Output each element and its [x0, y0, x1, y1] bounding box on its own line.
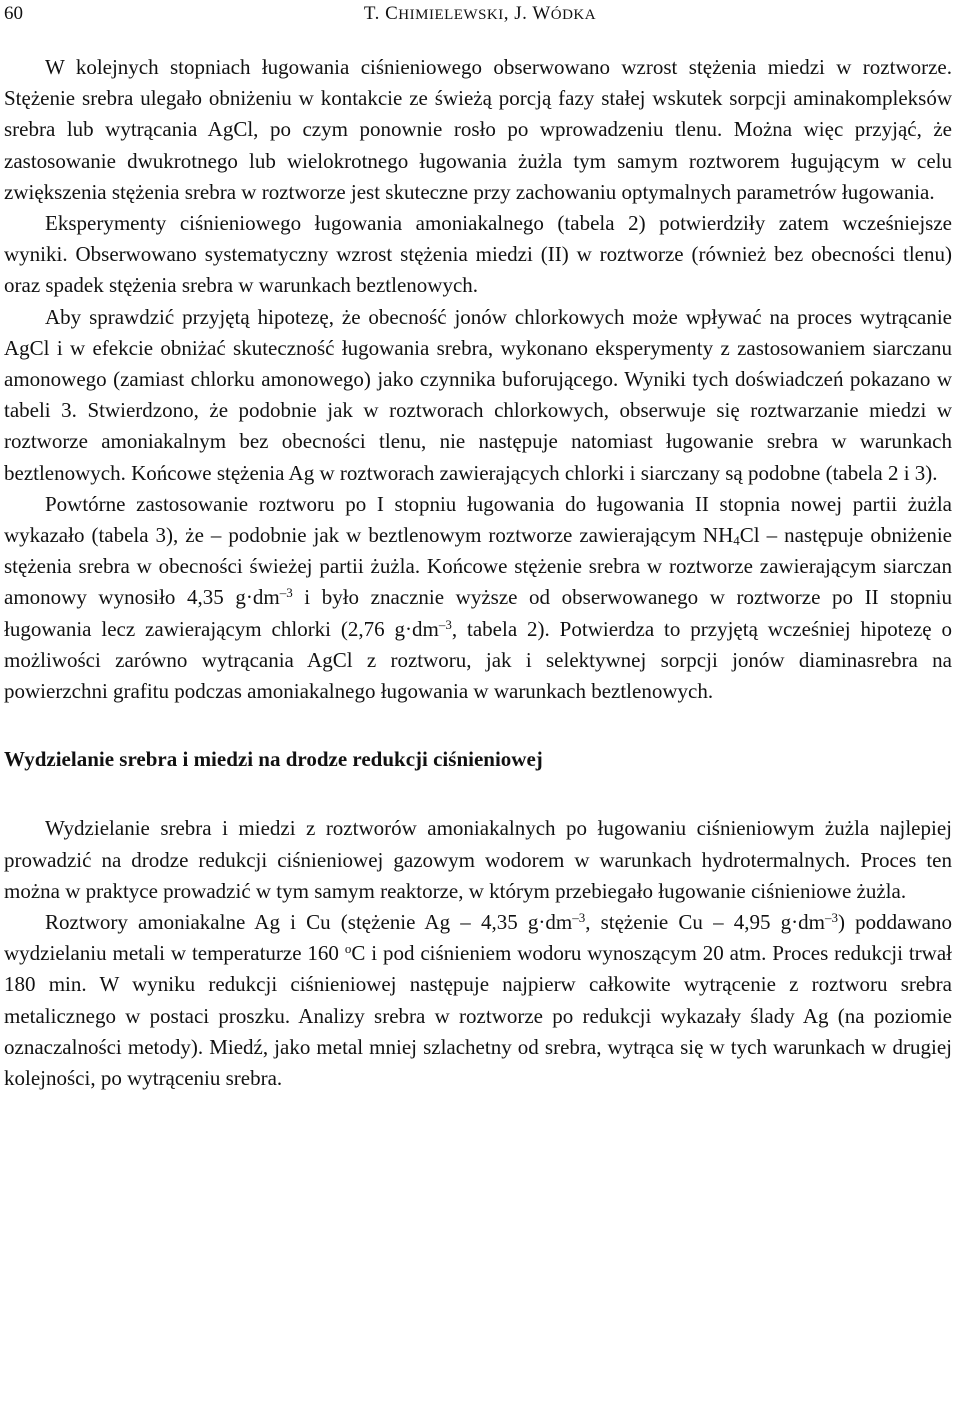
paragraph-6-part-1: Roztwory amoniakalne Ag i Cu (stężenie Ag – 4,35 g·dm [45, 910, 573, 935]
superscript-degree: o [344, 941, 352, 957]
author-1-surname: HIMIELEWSKI [398, 7, 504, 23]
author-separator: , J. W [503, 3, 551, 24]
running-head-authors [4, 2, 956, 27]
paragraph-4 [4, 489, 952, 707]
page-number: 60 [4, 3, 23, 24]
author-1-initial: T. C [363, 3, 399, 24]
paragraph-4-part-3: i było znacznie wyższe od obserwowanego w roztworze po II stopniu ługowania lecz zawierającym chlorki (2,76 g·dm [4, 585, 953, 641]
paragraph-5: Wydzielanie srebra i miedzi z roztworów amoniakalnych po ługowaniu ciśnieniowym żużla najlepiej prowadzić na drodze redukcji ciśnieniowej gazowym wodorem w warunkach hydrotermalnych. Proces ten można w praktyce prowadzić w tym samym reaktorze, w którym przebiegało ługowanie ciśnieniowe żużla. [4, 816, 952, 903]
paragraph-6-part-4: C i pod ciśnieniem wodoru wynoszącym 20 atm. Proces redukcji trwał 180 min. W wyniku redukcji ciśnieniowej następuje najpierw całkowite wytrącenie z roztworu srebra metalicznego w postaci proszku. Analizy srebra w roztworze po redukcji wykazały ślady Ag (na poziomie oznaczalności metody). Miedź, jako metal mniej szlachetny od srebra, wytrąca się w tych warunkach w drugiej kolejności, po wytrąceniu srebra. [4, 941, 952, 1091]
superscript-minus-3: –3 [572, 910, 586, 926]
superscript-minus-3: –3 [438, 616, 452, 632]
superscript-minus-3: –3 [825, 910, 838, 926]
author-2-surname: ÓDKA [550, 7, 597, 23]
superscript-minus-3: –3 [279, 585, 293, 601]
paragraph-4-part-2: Cl – następuje obniżenie stężenia srebra w obecności świeżej partii żużla. Końcowe stężenie srebra w roztworze zawierającym siarczan amonowy wynosiło 4,35 g·dm [4, 523, 952, 610]
paragraph-4-part-4: , tabela 2). Potwierdza to przyjętą wcześniej hipotezę o możliwości zarówno wytrącania AgCl z roztworu, jak i selektywnej sorpcji jonów diaminasrebra na powierzchni grafitu podczas amoniakalnego ługowania w warunkach beztlenowych. [4, 616, 952, 704]
paragraph-6-part-2: , stężenie Cu – 4,95 g·dm [585, 910, 825, 935]
section-heading: Wydzielanie srebra i miedzi na drodze redukcji ciśnieniowej [4, 747, 543, 772]
subscript-4: 4 [733, 533, 740, 549]
paragraph-3: Aby sprawdzić przyjętą hipotezę, że obecność jonów chlorkowych może wpływać na proces wytrącanie AgCl i w efekcie obniżać skuteczność ługowania srebra, wykonano eksperymenty z zastosowaniem siarczanu amonowego (zamiast chlorku amonowego) jako czynnika buforującego. Wyniki tych doświadczeń pokazano w tabeli 3. Stwierdzono, że podobnie jak w roztworach chlorkowych, obserwuje się roztwarzanie miedzi w roztworze amoniakalnym bez obecności tlenu, nie następuje natomiast ługowanie srebra w warunkach beztlenowych. Końcowe stężenia Ag w roztworach zawierających chlorki i siarczany są podobne (tabela 2 i 3). [4, 304, 952, 485]
paragraph-6-part-3: ) poddawano wydzielaniu metali w temperaturze 160 [4, 910, 952, 966]
paragraph-6 [4, 907, 952, 1094]
article-body [4, 52, 952, 1094]
paragraph-1: W kolejnych stopniach ługowania ciśnieniowego obserwowano wzrost stężenia miedzi w roztworze. Stężenie srebra ulegało obniżeniu w kontakcie ze świeżą porcją fazy stałej wskutek sorpcji aminakompleksów srebra lub wytrącania AgCl, po czym ponownie rosło po wprowadzeniu tlenu. Można więc przyjąć, że zastosowanie dwukrotnego lub wielokrotnego ługowania żużla tym samym roztworem ługującym w celu zwiększenia stężenia srebra w roztworze jest skuteczne przy zachowaniu optymalnych parametrów ługowania. [4, 55, 952, 204]
page-header [4, 2, 956, 26]
paragraph-2: Eksperymenty ciśnieniowego ługowania amoniakalnego (tabela 2) potwierdziły zatem wcześniejsze wyniki. Obserwowano systematyczny wzrost stężenia miedzi (II) w roztworze (również bez obecności tlenu) oraz spadek stężenia srebra w warunkach beztlenowych. [4, 211, 952, 298]
paragraph-4-part-1: Powtórne zastosowanie roztworu po I stopniu ługowania do ługowania II stopnia nowej partii żużla wykazało (tabela 3), że – podobnie jak w beztlenowym roztworze zawierającym NH [4, 491, 952, 548]
